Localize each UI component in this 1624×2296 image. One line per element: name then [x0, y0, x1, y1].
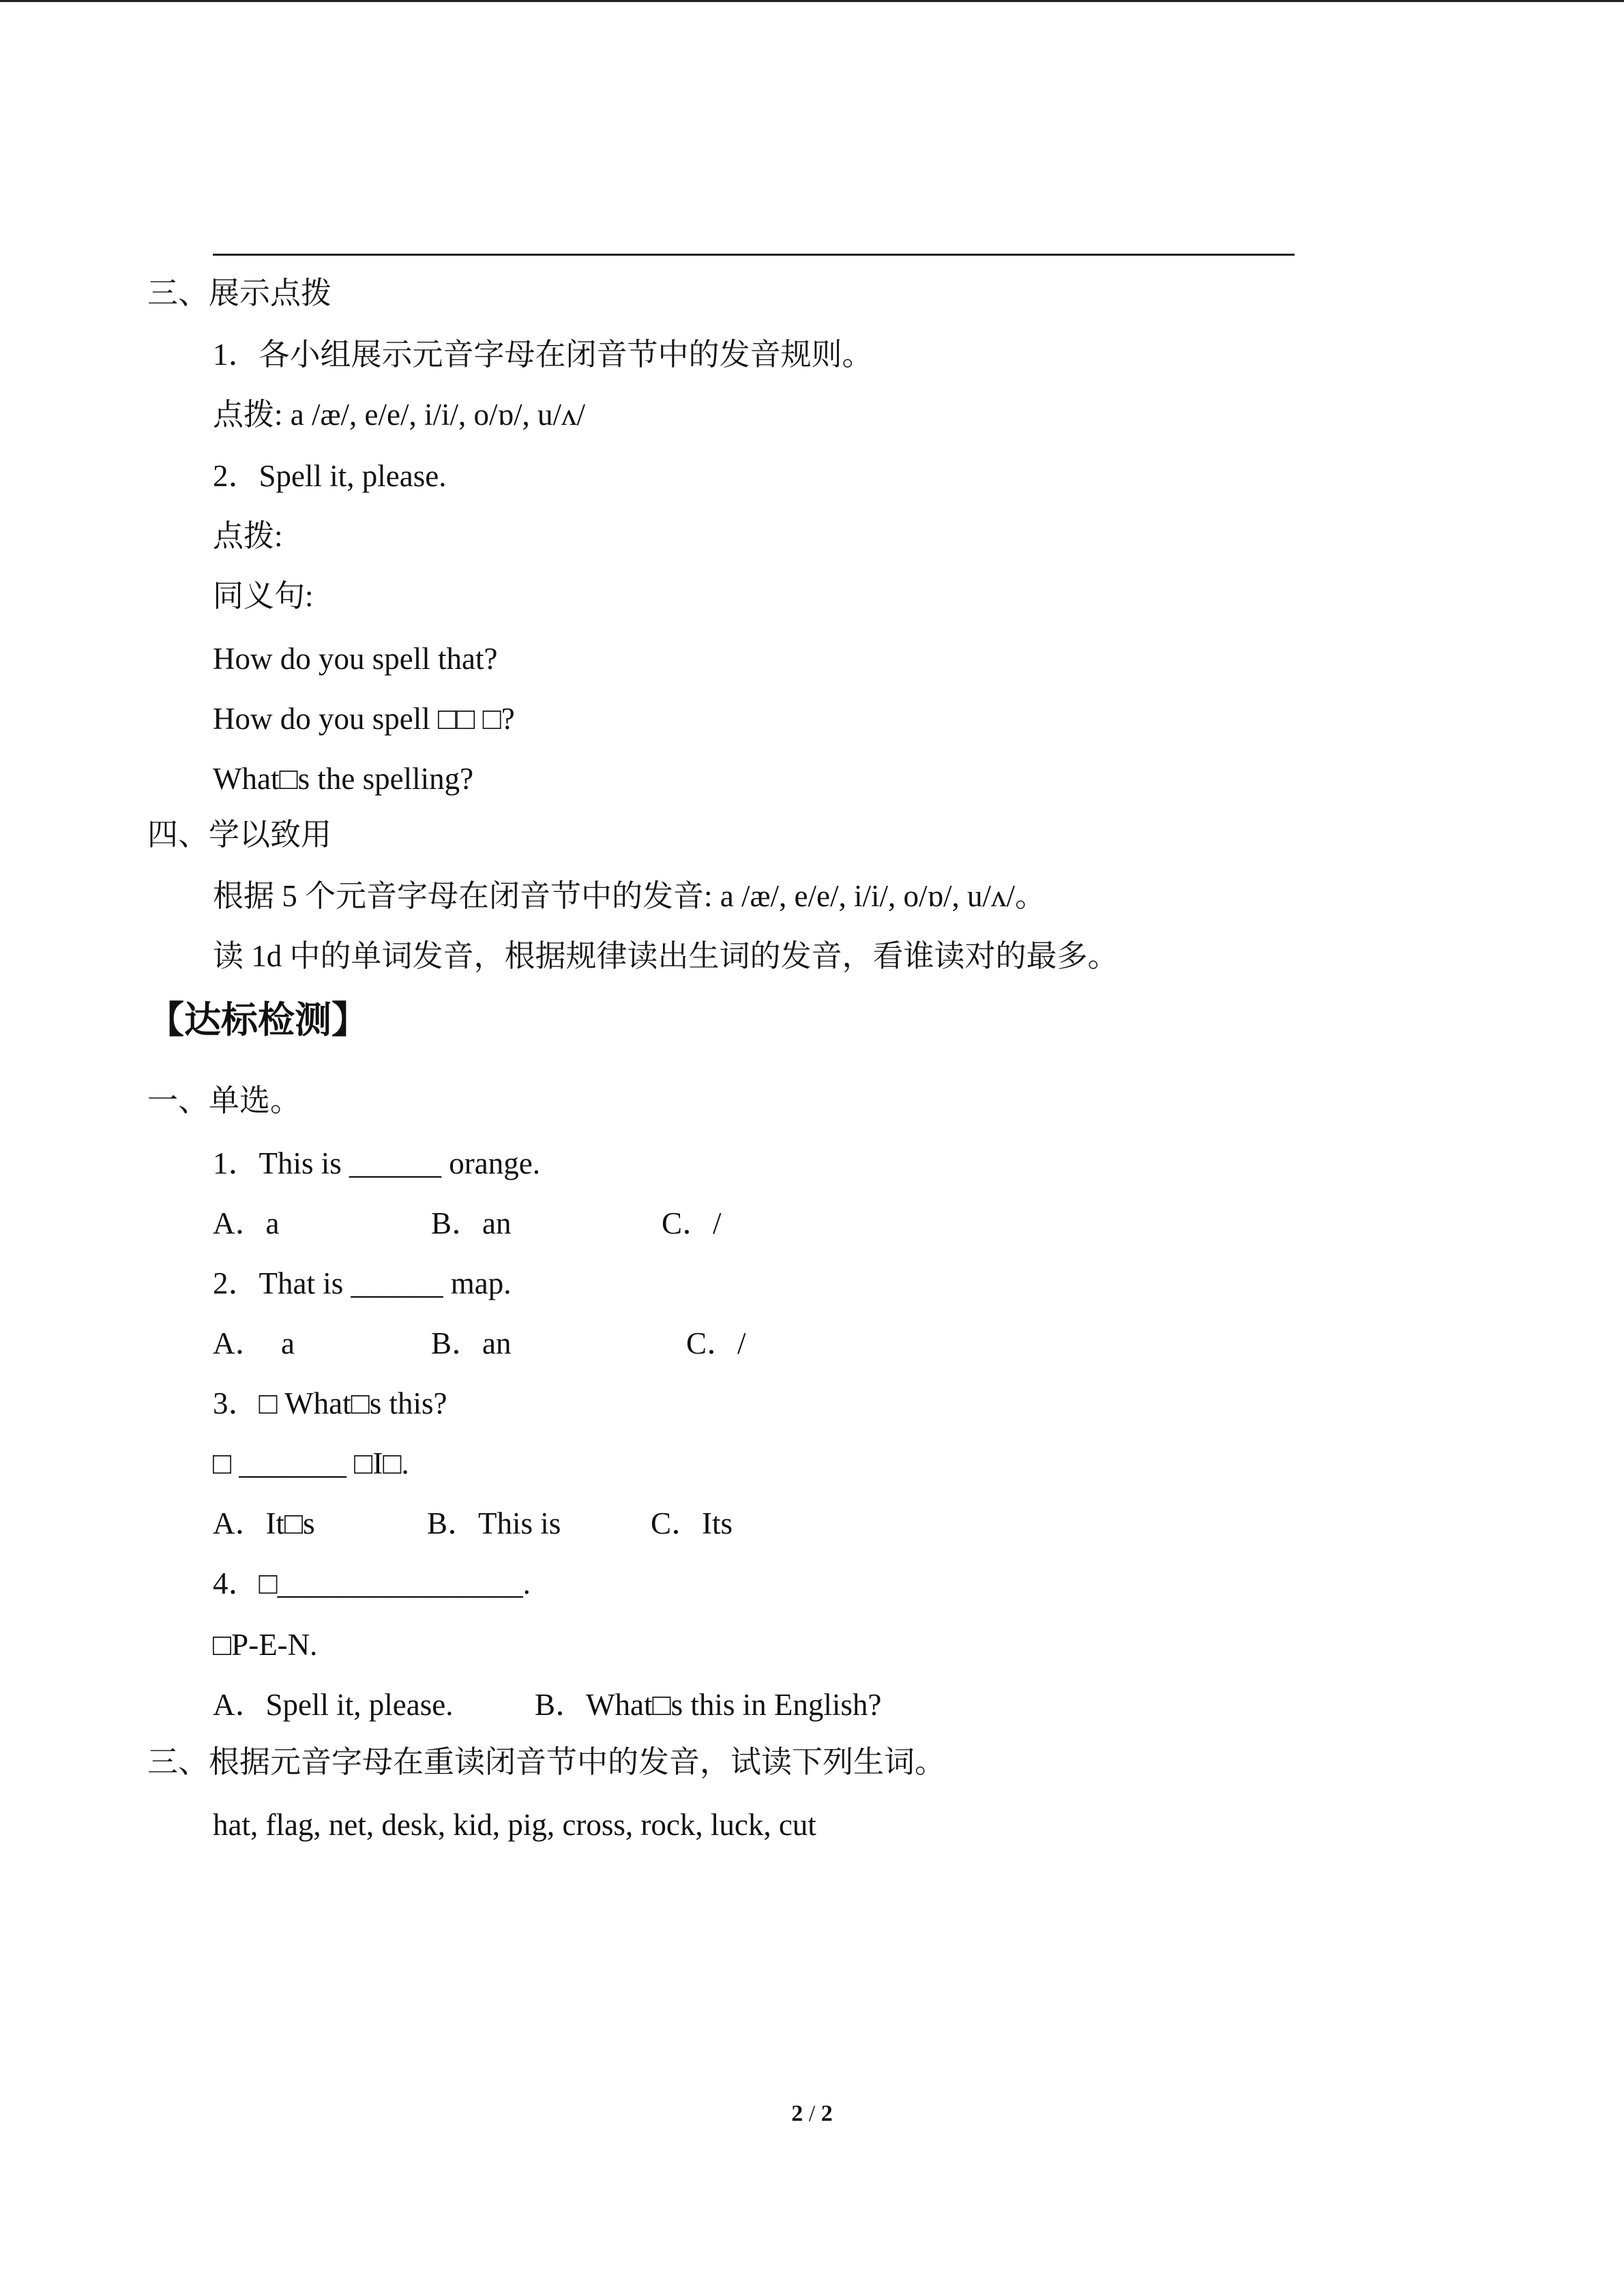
question-2-option-b: B．an	[431, 1326, 512, 1360]
page-separator: /	[803, 2101, 821, 2126]
synonym-1: How do you spell that?	[213, 642, 498, 676]
part-3-word-list: hat, flag, net, desk, kid, pig, cross, rock, luck, cut	[213, 1808, 816, 1842]
page-current: 2	[791, 2101, 803, 2126]
answer-line	[213, 254, 1295, 256]
question-3-response: □ _______ □I□.	[213, 1446, 409, 1480]
test-heading: 【达标检测】	[147, 998, 368, 1041]
question-1-option-a: A．a	[213, 1206, 280, 1240]
question-1-option-c: C．/	[662, 1206, 722, 1240]
part-1-title: 一、单选。	[147, 1084, 301, 1118]
question-4-option-b: B．What□s this in English?	[535, 1688, 882, 1722]
question-4-option-a: A．Spell it, please.	[213, 1688, 454, 1722]
synonym-2: How do you spell □□ □?	[213, 702, 515, 736]
question-4: 4．□________________.	[213, 1566, 531, 1600]
page-total: 2	[821, 2101, 833, 2126]
question-1-option-b: B．an	[431, 1206, 512, 1240]
section-4-line-2: 读 1d 中的单词发音，根据规律读出生词的发音，看谁读对的最多。	[213, 939, 1119, 973]
question-3-option-c: C．Its	[651, 1506, 733, 1540]
section-4-title: 四、学以致用	[147, 818, 332, 852]
synonym-label: 同义句:	[213, 579, 314, 613]
question-2-option-c: C．/	[686, 1326, 746, 1360]
section-3-hint-2: 点拨:	[213, 519, 283, 553]
question-2-option-a: A． a	[213, 1326, 295, 1360]
section-3-title: 三、展示点拨	[147, 276, 332, 310]
synonym-3: What□s the spelling?	[213, 762, 474, 796]
part-3-title: 三、根据元音字母在重读闭音节中的发音，试读下列生词。	[147, 1745, 946, 1779]
question-2: 2．That is ______ map.	[213, 1266, 512, 1300]
section-3-hint-1: 点拨: a /æ/, e/e/, i/i/, o/ɒ/, u/ʌ/	[213, 398, 585, 432]
question-3-option-a: A．It□s	[213, 1506, 315, 1540]
page-number	[0, 2100, 1624, 2128]
question-4-response: □P-E-N.	[213, 1628, 318, 1662]
section-3-item-2: 2．Spell it, please.	[213, 459, 447, 493]
section-4-line-1: 根据 5 个元音字母在闭音节中的发音: a /æ/, e/e/, i/i/, o/ɒ/, u/ʌ/。	[213, 879, 1046, 913]
question-3: 3．□ What□s this?	[213, 1386, 447, 1420]
page-top-border	[0, 0, 1624, 2]
question-1: 1．This is ______ orange.	[213, 1146, 540, 1180]
section-3-item-1: 1．各小组展示元音字母在闭音节中的发音规则。	[213, 338, 873, 372]
question-3-option-b: B．This is	[427, 1506, 561, 1540]
